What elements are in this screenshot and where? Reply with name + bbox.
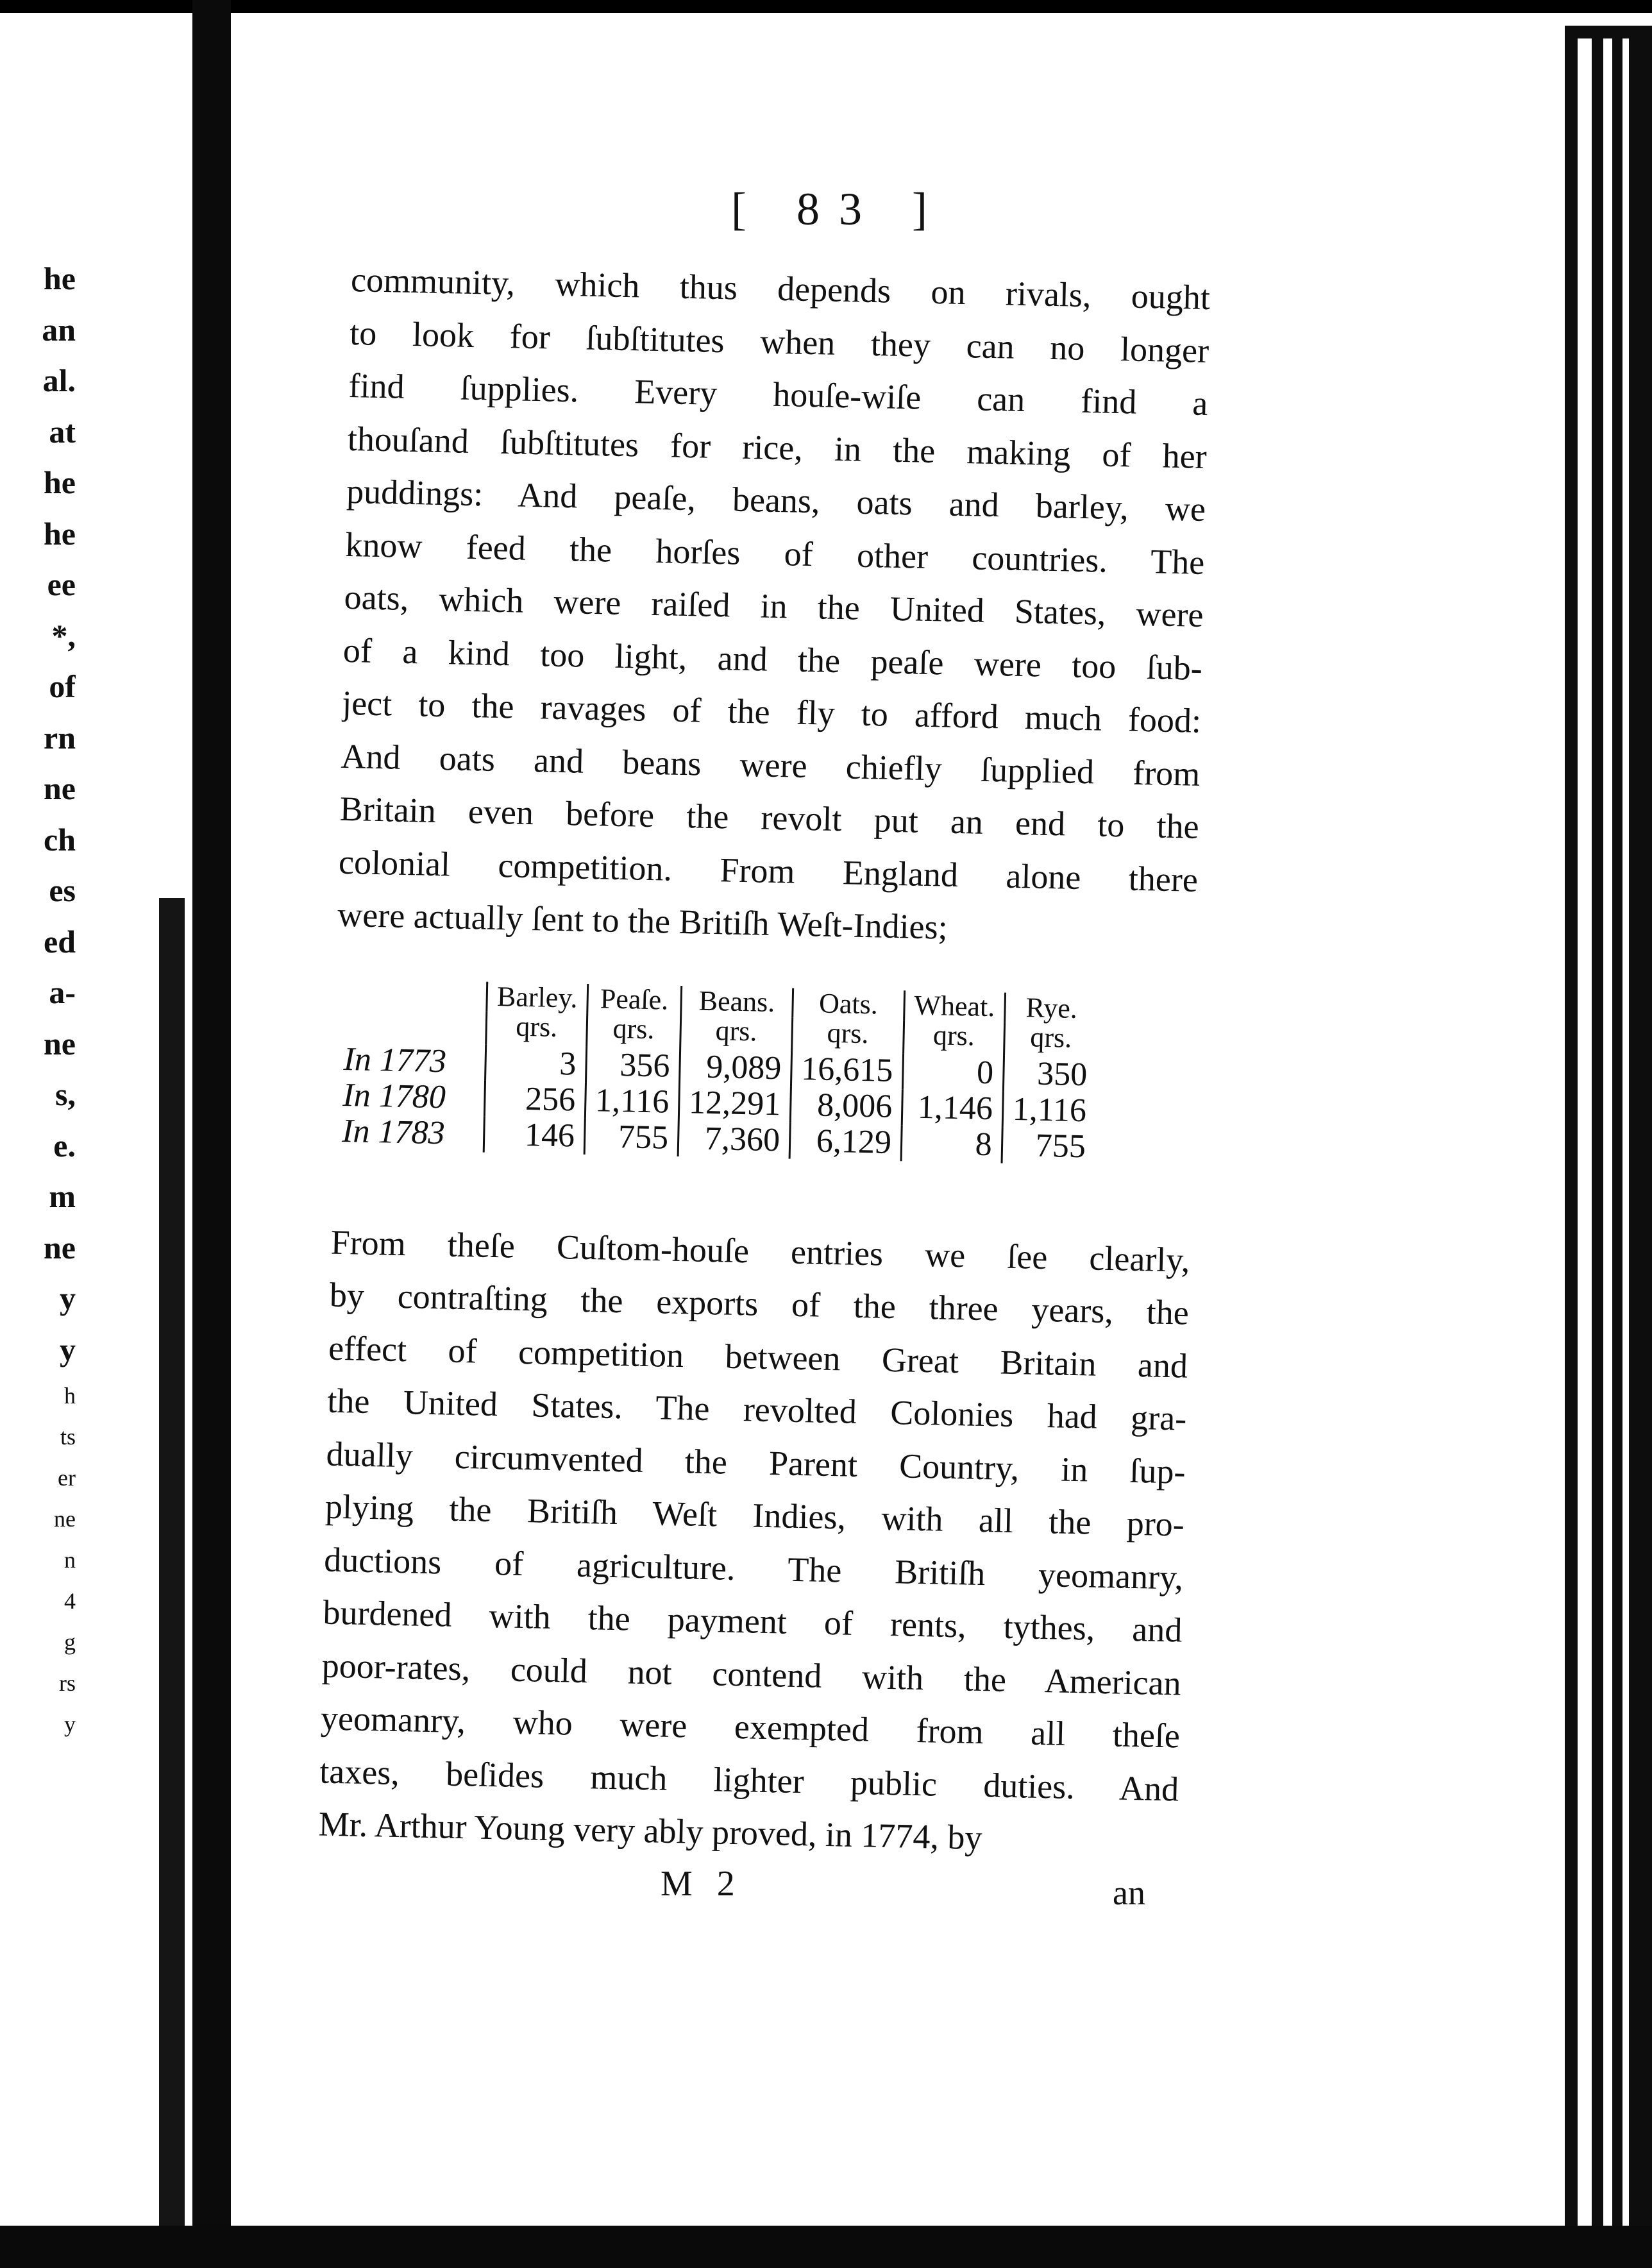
facing-page-fragment: ne xyxy=(44,1229,76,1265)
table-corner xyxy=(335,978,487,1011)
page-edge-strip xyxy=(1622,38,1629,2232)
page-number: [ 83 ] xyxy=(731,183,947,235)
text-line: burdened with the payment of rents, tythes, and xyxy=(322,1593,1183,1650)
table-cell: 8 xyxy=(901,1125,1002,1163)
facing-page-fragment: of xyxy=(49,668,76,704)
facing-page-fragment: es xyxy=(49,872,76,908)
facing-page-fragment: he xyxy=(44,260,76,296)
table-corner xyxy=(335,1008,487,1044)
facing-page-fragment: s, xyxy=(55,1076,76,1112)
table-cell: 146 xyxy=(484,1116,586,1154)
table-cell: 0 xyxy=(902,1053,1004,1091)
column-header: Oats. xyxy=(793,988,905,1020)
text-line: effect of competition between Great Britain and xyxy=(328,1328,1188,1385)
facing-page-fragment: m xyxy=(49,1178,76,1214)
text-line: Britain even before the revolt put an end to the xyxy=(339,789,1200,846)
facing-page-fragment: 4 xyxy=(64,1588,76,1614)
text-line: dually circumvented the Parent Country, in ſup- xyxy=(326,1434,1186,1491)
page-body xyxy=(318,253,1211,1868)
facing-page-fragment: at xyxy=(49,413,76,450)
text-line: the United States. The revolted Colonies had gra- xyxy=(326,1381,1187,1438)
column-header: Rye. xyxy=(1004,992,1098,1024)
table-body xyxy=(333,1041,1097,1165)
text-line: ject to the ravages of the fly to afford much food: xyxy=(341,683,1202,740)
table-cell: 1,146 xyxy=(902,1089,1003,1127)
facing-page-fragment: ts xyxy=(60,1424,76,1450)
text-line: of a kind too light, and the peaſe were too ſub- xyxy=(342,630,1203,688)
table-cell: 6,129 xyxy=(789,1122,902,1161)
column-header: Barley. xyxy=(487,981,587,1013)
facing-page-fragment: an xyxy=(42,311,76,348)
table-cell: 3 xyxy=(485,1044,587,1082)
table-cell: 12,291 xyxy=(678,1084,791,1122)
table-cell: 256 xyxy=(485,1080,586,1118)
facing-page-fragment: y xyxy=(60,1280,76,1316)
text-line: yeomanry, who were exempted from all theſe xyxy=(320,1698,1181,1756)
column-unit: qrs. xyxy=(903,1020,1004,1055)
text-line: From theſe Cuſtom-houſe entries we ſee clearly, xyxy=(330,1223,1191,1280)
text-line: And oats and beans were chiefly ſupplied from xyxy=(340,736,1201,793)
table-cell: 755 xyxy=(1002,1127,1095,1165)
facing-page-fragment: al. xyxy=(42,362,76,398)
binding-shadow xyxy=(159,898,185,2268)
facing-page-fragment: rs xyxy=(59,1670,76,1696)
text-line: community, which thus depends on rivals, ought xyxy=(350,260,1211,317)
paragraph-1 xyxy=(337,253,1211,959)
facing-page-fragment: y xyxy=(64,1711,76,1737)
table-cell: 755 xyxy=(584,1118,678,1156)
text-line: taxes, beſides much lighter public duties. And xyxy=(319,1751,1179,1809)
facing-page-fragment: g xyxy=(64,1629,76,1655)
column-unit: qrs. xyxy=(1004,1022,1097,1057)
column-header: Peaſe. xyxy=(587,983,682,1015)
page-edge-strip xyxy=(1578,38,1592,2232)
facing-page-fragment: ee xyxy=(47,566,76,602)
text-line: know feed the horſes of other countries. The xyxy=(344,525,1205,582)
row-label: In 1780 xyxy=(342,1076,446,1115)
column-unit: qrs. xyxy=(791,1017,904,1053)
table-cell: 9,089 xyxy=(679,1049,791,1087)
facing-page-fragment: h xyxy=(64,1383,76,1409)
text-line: Mr. Arthur Young very ably proved, in 1774, by xyxy=(318,1804,983,1858)
exports-table xyxy=(333,978,1098,1165)
text-line: plying the Britiſh Weſt Indies, with all the pro- xyxy=(324,1487,1185,1544)
table-cell: 7,360 xyxy=(678,1120,790,1158)
text-line: to look for ſubſtitutes when they can no longer xyxy=(349,313,1210,370)
column-header: Wheat. xyxy=(904,990,1006,1022)
column-unit: qrs. xyxy=(486,1011,587,1046)
facing-page-text-fragments xyxy=(0,253,76,1745)
facing-page-fragment: a- xyxy=(49,974,76,1010)
table-cell: 8,006 xyxy=(790,1087,902,1125)
facing-page-fragment: he xyxy=(44,464,76,500)
text-line: oats, which were raiſed in the United States, were xyxy=(344,577,1204,634)
facing-page-fragment: rn xyxy=(44,719,76,756)
table-cell: 356 xyxy=(586,1046,680,1084)
row-label: In 1783 xyxy=(341,1112,446,1151)
facing-page-fragment: he xyxy=(44,515,76,552)
table-cell: 1,116 xyxy=(1002,1091,1096,1129)
paragraph-2 xyxy=(318,1215,1190,1868)
facing-page-fragment: ne xyxy=(54,1506,76,1532)
text-line: thouſand ſubſtitutes for rice, in the making of her xyxy=(347,419,1208,476)
text-line: were actually ſent to the Britiſh Weſt-Indies; xyxy=(337,895,948,947)
text-line: ductions of agriculture. The Britiſh yeomanry, xyxy=(323,1540,1184,1597)
book-gutter xyxy=(192,0,231,2268)
text-line: by contraſting the exports of the three years, the xyxy=(329,1275,1190,1332)
facing-page-fragment: *, xyxy=(51,617,76,654)
row-label: In 1773 xyxy=(343,1040,447,1079)
printer-signature-mark: M 2 xyxy=(661,1864,743,1904)
text-line: find ſupplies. Every houſe-wiſe can find a xyxy=(348,366,1209,423)
text-line: colonial competition. From England alone there xyxy=(338,842,1199,899)
facing-page-fragment: ne xyxy=(44,1025,76,1062)
table-cell: 1,116 xyxy=(585,1082,679,1120)
facing-page-fragment: ne xyxy=(44,770,76,806)
facing-page-fragment: e. xyxy=(53,1127,76,1164)
facing-page-fragment: ed xyxy=(44,923,76,960)
exports-table-wrapper xyxy=(332,978,1195,1227)
facing-page-fragment: y xyxy=(60,1331,76,1367)
page-edge-strip xyxy=(1603,38,1612,2232)
text-line: poor-rates, could not contend with the American xyxy=(321,1646,1182,1703)
catchword: an xyxy=(1113,1874,1145,1912)
table-cell: 16,615 xyxy=(791,1051,903,1089)
facing-page-fragment: ch xyxy=(44,821,76,858)
column-unit: qrs. xyxy=(586,1013,680,1048)
facing-page-fragment: er xyxy=(58,1465,76,1491)
table-cell: 350 xyxy=(1003,1055,1097,1093)
bottom-shadow xyxy=(0,2226,1652,2268)
column-header: Beans. xyxy=(681,986,793,1018)
top-shadow xyxy=(0,0,1652,13)
column-unit: qrs. xyxy=(680,1015,792,1051)
text-line: puddings: And peaſe, beans, oats and barley, we xyxy=(346,471,1206,529)
facing-page-fragment: n xyxy=(64,1547,76,1573)
